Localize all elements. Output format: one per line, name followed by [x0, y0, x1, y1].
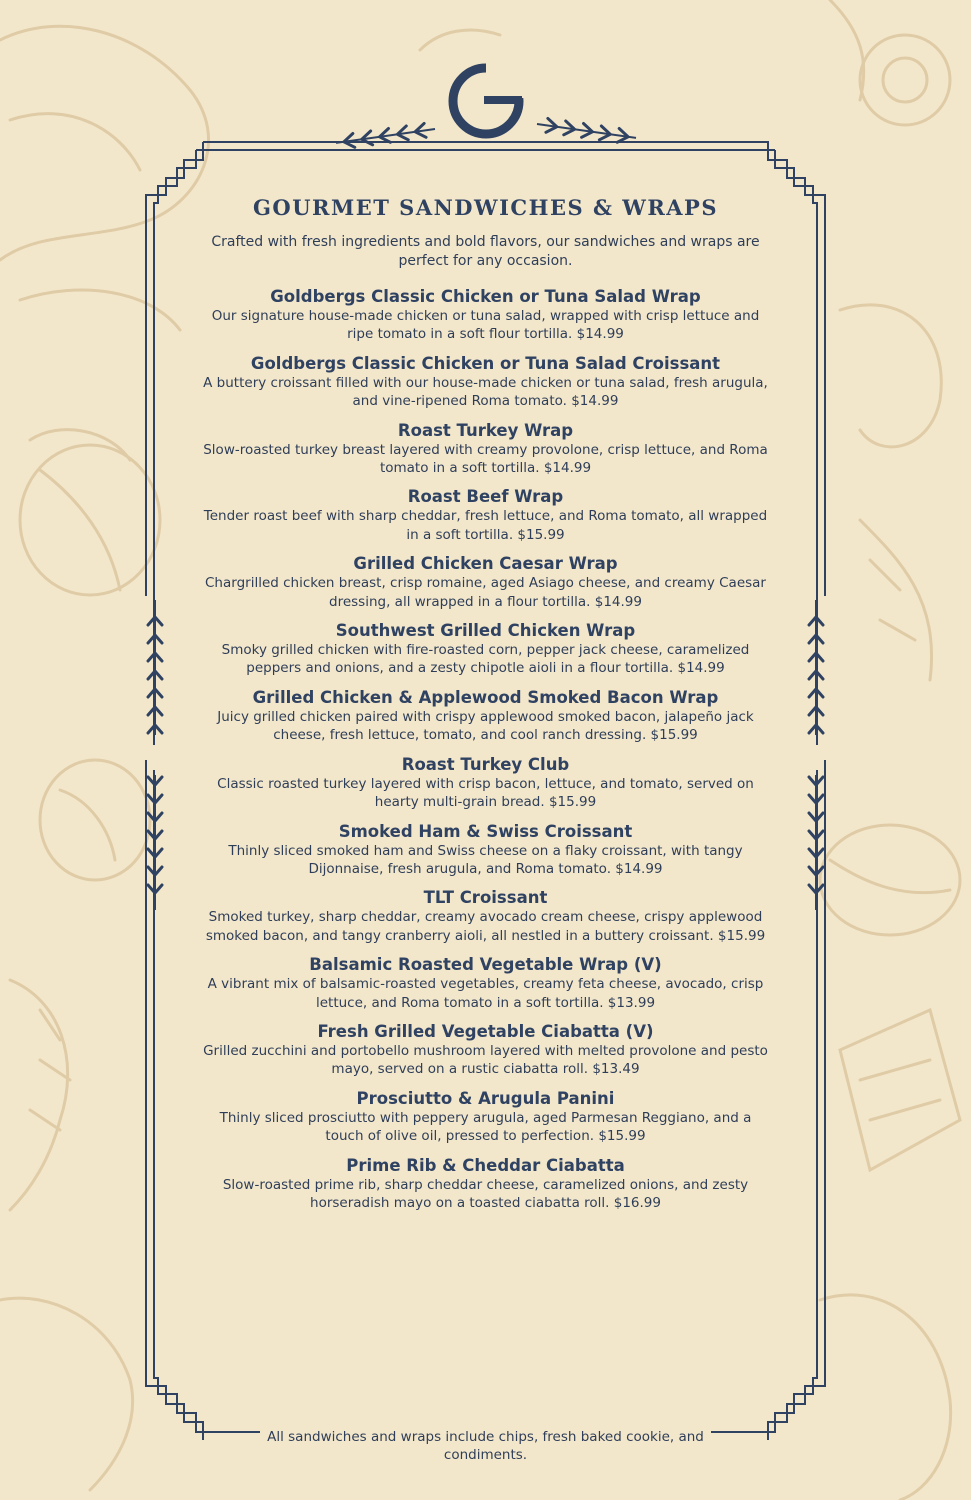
menu-item-name: Balsamic Roasted Vegetable Wrap (V)	[309, 955, 662, 975]
laurel-branch-icon	[335, 122, 436, 150]
menu-item-description: Thinly sliced prosciutto with peppery arugula, aged Parmesan Reggiano, and a touch of olive oil, pressed to perfection. $15.99	[219, 1109, 752, 1145]
menu-item-description: Slow-roasted prime rib, sharp cheddar cheese, caramelized onions, and zesty horseradish mayo on a toasted ciabatta roll. $16.99	[222, 1176, 749, 1211]
menu-item-description: Classic roasted turkey layered with crisp bacon, lettuce, and tomato, served on hearty multi-grain bread. $15.99	[217, 775, 754, 811]
menu-intro: Crafted with fresh ingredients and bold flavors, our sandwiches and wraps are perfect for any occasion.	[211, 234, 760, 269]
menu-item-name: Smoked Ham & Swiss Croissant	[338, 821, 633, 841]
menu-item	[200, 822, 771, 879]
menu-item	[200, 487, 771, 544]
menu-item-description: Grilled zucchini and portobello mushroom layered with melted provolone and pesto mayo, served on a rustic ciabatta roll. $13.49	[203, 1042, 768, 1078]
menu-item-name: Grilled Chicken Caesar Wrap	[353, 554, 618, 574]
wheat-stalk-icon	[809, 775, 823, 910]
menu-item	[200, 688, 771, 745]
menu-item-description: Our signature house-made chicken or tuna salad, wrapped with crisp lettuce and ripe tomato in a soft flour tortilla. $14.99	[211, 308, 760, 343]
menu-item	[200, 287, 771, 344]
menu-item	[200, 955, 771, 1012]
menu-item-name: Prime Rib & Cheddar Ciabatta	[346, 1155, 625, 1175]
menu-item	[200, 1089, 771, 1146]
menu-item	[200, 421, 771, 478]
menu-item	[200, 755, 771, 812]
menu-item-name: Prosciutto & Arugula Panini	[356, 1088, 615, 1108]
menu-item	[200, 621, 771, 678]
menu-item-description: Juicy grilled chicken paired with crispy applewood smoked bacon, jalapeño jack cheese, fresh lettuce, tomato, and cool ranch dressing. $15.99	[217, 708, 754, 744]
menu-item-description: Smoked turkey, sharp cheddar, creamy avocado cream cheese, crispy applewood smoked bacon, and tangy cranberry aioli, all nestled in a buttery croissant. $15.99	[205, 909, 766, 944]
menu-item-name: TLT Croissant	[423, 888, 548, 908]
menu-item-name: Grilled Chicken & Applewood Smoked Bacon Wrap	[252, 687, 719, 707]
menu-item-description: Slow-roasted turkey breast layered with creamy provolone, crisp lettuce, and Roma tomato in a soft tortilla. $14.99	[203, 441, 768, 477]
laurel-branch-icon	[536, 117, 637, 145]
menu-item-list	[200, 287, 771, 1222]
menu-item-description: Thinly sliced smoked ham and Swiss cheese on a flaky croissant, with tangy Dijonnaise, fresh arugula, and Roma tomato. $14.99	[228, 842, 743, 877]
menu-item	[200, 888, 771, 945]
menu-item-name: Goldbergs Classic Chicken or Tuna Salad Wrap	[270, 287, 701, 306]
wheat-stalk-icon	[148, 600, 162, 735]
menu-item-description: A buttery croissant filled with our house-made chicken or tuna salad, fresh arugula, and vine-ripened Roma tomato. $14.99	[203, 374, 768, 410]
menu-item-name: Goldbergs Classic Chicken or Tuna Salad Croissant	[250, 353, 721, 373]
wheat-stalk-icon	[809, 600, 823, 735]
menu-item-name: Fresh Grilled Vegetable Ciabatta (V)	[317, 1021, 654, 1041]
g-monogram-logo-icon	[453, 62, 526, 134]
menu-item-name: Southwest Grilled Chicken Wrap	[335, 621, 636, 641]
menu-title: GOURMET SANDWICHES & WRAPS	[252, 195, 719, 220]
menu-footnote: All sandwiches and wraps include chips, fresh baked cookie, and condiments.	[267, 1429, 704, 1464]
menu-item-description: Smoky grilled chicken with fire-roasted corn, pepper jack cheese, caramelized peppers and onions, and a zesty chipotle aioli in a flour tortilla. $14.99	[221, 642, 750, 677]
menu-item	[200, 554, 771, 611]
menu-item-description: Chargrilled chicken breast, crisp romaine, aged Asiago cheese, and creamy Caesar dressing, all wrapped in a flour tortilla. $14.99	[205, 575, 766, 610]
menu-item-description: A vibrant mix of balsamic-roasted vegetables, creamy feta cheese, avocado, crisp lettuce, and Roma tomato in a soft tortilla. $13.99	[207, 976, 764, 1011]
menu-item-description: Tender roast beef with sharp cheddar, fresh lettuce, and Roma tomato, all wrapped in a soft tortilla. $15.99	[203, 508, 768, 543]
menu-item-name: Roast Beef Wrap	[407, 487, 564, 507]
menu-item-name: Roast Turkey Club	[401, 754, 570, 774]
menu-item	[200, 1022, 771, 1079]
menu-item	[200, 354, 771, 411]
menu-item	[200, 1156, 771, 1213]
menu-item-name: Roast Turkey Wrap	[397, 420, 574, 440]
wheat-stalk-icon	[148, 775, 162, 910]
